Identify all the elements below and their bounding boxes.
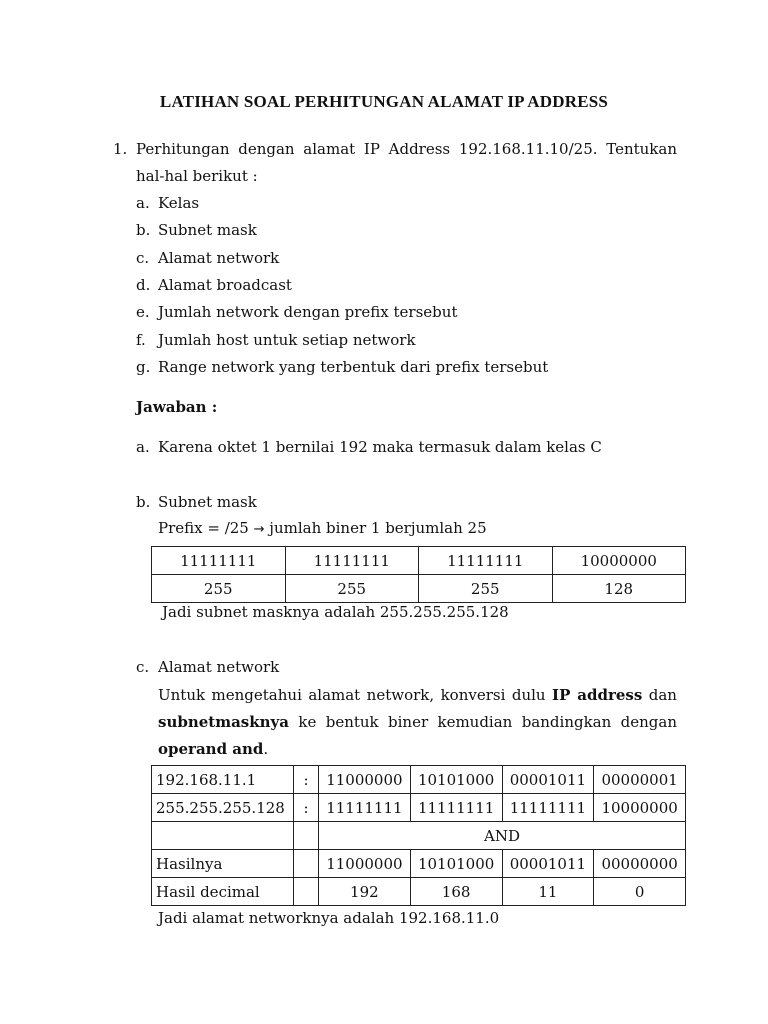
item-text-d: Alamat broadcast	[158, 276, 292, 294]
table-cell: 11	[502, 878, 594, 906]
paragraph-line-3	[158, 740, 268, 758]
table-cell: 11111111	[502, 794, 594, 822]
item-letter-d: d.	[136, 276, 151, 294]
question-number: 1.	[113, 140, 128, 158]
question-line-1: Perhitungan dengan alamat IP Address 192.168.11.10/25. Tentukan	[136, 140, 677, 158]
and-operator-cell: AND	[319, 822, 686, 850]
table-row	[152, 850, 686, 878]
answer-a-text: Karena oktet 1 bernilai 192 maka termasuk dalam kelas C	[158, 438, 602, 456]
table-row	[152, 878, 686, 906]
table-cell	[294, 850, 319, 878]
subnet-conclusion: Jadi subnet masknya adalah 255.255.255.128	[162, 603, 509, 621]
network-and-table	[151, 765, 686, 906]
answer-a-letter: a.	[136, 438, 150, 456]
table-cell: 255	[152, 575, 286, 603]
table-cell	[294, 878, 319, 906]
item-letter-b: b.	[136, 221, 151, 239]
table-cell: 00001011	[502, 766, 594, 794]
prefix-line	[158, 519, 487, 537]
table-cell: 168	[410, 878, 502, 906]
paragraph-text: .	[263, 740, 269, 758]
table-cell: 128	[552, 575, 686, 603]
table-cell	[294, 822, 319, 850]
item-text-g: Range network yang terbentuk dari prefix tersebut	[158, 358, 549, 376]
item-letter-c: c.	[136, 249, 150, 267]
table-cell: 11000000	[319, 766, 411, 794]
table-cell: 10000000	[552, 547, 686, 575]
prefix-result: jumlah biner 1 berjumlah 25	[264, 519, 487, 537]
answer-b-letter: b.	[136, 493, 151, 511]
table-cell: 11111111	[285, 547, 419, 575]
table-cell: :	[294, 766, 319, 794]
table-cell: 192.168.11.1	[152, 766, 294, 794]
table-row	[152, 766, 686, 794]
table-cell: 11111111	[419, 547, 553, 575]
item-text-c: Alamat network	[158, 249, 280, 267]
table-cell: 10000000	[594, 794, 686, 822]
table-cell	[152, 822, 294, 850]
answer-c-letter: c.	[136, 658, 150, 676]
item-letter-e: e.	[136, 303, 150, 321]
table-cell: 0	[594, 878, 686, 906]
table-cell: Hasil decimal	[152, 878, 294, 906]
table-cell: 255	[419, 575, 553, 603]
paragraph-bold: subnetmasknya	[158, 713, 289, 731]
network-conclusion: Jadi alamat networknya adalah 192.168.11.0	[158, 909, 500, 927]
item-text-e: Jumlah network dengan prefix tersebut	[158, 303, 458, 321]
table-cell: 192	[319, 878, 411, 906]
table-cell: 11000000	[319, 850, 411, 878]
table-cell: 255.255.255.128	[152, 794, 294, 822]
answer-label: Jawaban :	[136, 398, 218, 416]
table-row	[152, 575, 686, 603]
prefix-text: Prefix = /25	[158, 519, 254, 537]
item-letter-g: g.	[136, 358, 151, 376]
table-cell: 10101000	[410, 766, 502, 794]
item-text-a: Kelas	[158, 194, 200, 212]
item-text-b: Subnet mask	[158, 221, 257, 239]
table-row	[152, 794, 686, 822]
table-cell: 11111111	[319, 794, 411, 822]
item-letter-f: f.	[136, 331, 146, 349]
table-cell: 00000001	[594, 766, 686, 794]
table-row	[152, 822, 686, 850]
table-cell: 11111111	[152, 547, 286, 575]
page-title: LATIHAN SOAL PERHITUNGAN ALAMAT IP ADDRESS	[159, 92, 609, 111]
paragraph-text: Untuk mengetahui alamat network, konversi dulu	[158, 686, 546, 704]
paragraph-line-1	[158, 686, 677, 704]
answer-c-heading: Alamat network	[158, 658, 280, 676]
table-row	[152, 547, 686, 575]
paragraph-bold: operand and	[158, 740, 264, 758]
item-text-f: Jumlah host untuk setiap network	[158, 331, 416, 349]
table-cell: 00000000	[594, 850, 686, 878]
paragraph-bold: IP address	[552, 686, 643, 704]
arrow-right-icon: →	[253, 522, 265, 537]
table-cell: :	[294, 794, 319, 822]
answer-b-heading: Subnet mask	[158, 493, 257, 511]
question-line-2: hal-hal berikut :	[136, 167, 258, 185]
table-cell: 11111111	[410, 794, 502, 822]
paragraph-text: dan	[648, 686, 677, 704]
paragraph-line-2	[158, 713, 677, 731]
table-cell: Hasilnya	[152, 850, 294, 878]
item-letter-a: a.	[136, 194, 150, 212]
table-cell: 255	[285, 575, 419, 603]
subnet-mask-table	[151, 546, 686, 603]
paragraph-text: ke bentuk biner kemudian bandingkan dengan	[298, 713, 677, 731]
table-cell: 00001011	[502, 850, 594, 878]
table-cell: 10101000	[410, 850, 502, 878]
